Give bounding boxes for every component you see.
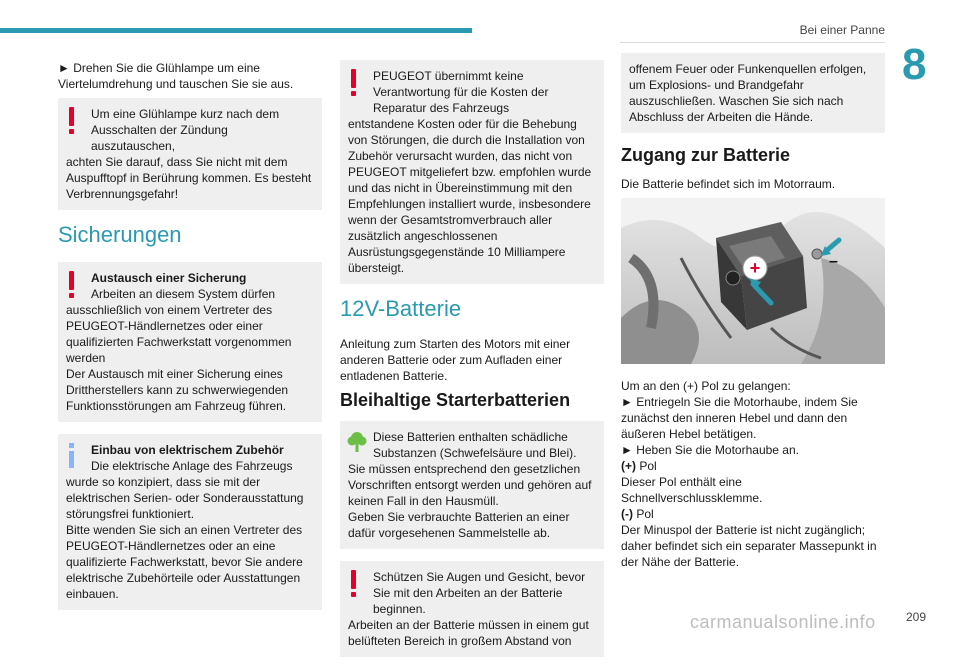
steps-intro: Um an den (+) Pol zu gelangen:	[621, 379, 791, 393]
warning-title: Austausch einer Sicherung	[91, 271, 247, 285]
warning-box-eyes	[340, 561, 604, 657]
plus-pole-text: Dieser Pol enthält eine Schnellverschlussklemme.	[621, 475, 763, 505]
engine-bay-photo	[621, 198, 885, 364]
warning-continuation-text: offenem Feuer oder Funkenquellen erfolgen, um Explosions- und Brandgefahr auszuschließen. Waschen Sie sich nach Abschluss der Arbeiten die Hände.	[629, 62, 867, 124]
exclamation-icon	[68, 107, 76, 126]
warning-text-first: Schützen Sie Augen und Gesicht, bevor Sie mit den Arbeiten an der Batterie beginnen.	[373, 570, 586, 616]
minus-pole-text: Der Minuspol der Batterie ist nicht zugänglich; daher befindet sich ein separater Massepunkt in der Nähe der Batterie.	[621, 523, 877, 569]
header-accent-bar	[0, 28, 472, 33]
info-text-rest-2: Bitte wenden Sie sich an einen Vertreter des PEUGEOT-Händlernetzes oder an eine qualifizierte Fachwerkstatt, bevor Sie andere elektrische Zubehörteile oder Ausstattungen einbauen.	[66, 523, 303, 601]
battery-location: Die Batterie befindet sich im Motorraum.	[621, 177, 836, 191]
warning-continuation-box	[621, 53, 885, 133]
recycle-tree-icon	[346, 430, 368, 454]
heading-fuses: Sicherungen	[58, 222, 182, 247]
warning-text-rest: ausschließlich von einem Vertreter des PEUGEOT-Händlernetzes oder einer qualifizierten Fachwerkstatt vorgenommen werden	[66, 303, 292, 365]
step-2: ► Heben Sie die Motorhaube an.	[621, 443, 799, 457]
plus-pole-heading	[621, 458, 885, 474]
exclamation-icon	[68, 271, 76, 290]
eco-box	[340, 421, 604, 549]
watermark: carmanualsonline.info	[690, 612, 876, 632]
warning-text-first: Arbeiten an diesem System dürfen	[91, 287, 276, 301]
warning-text-rest: achten Sie darauf, dass Sie nicht mit dem Auspufftopf in Berührung kommen. Es besteht Verbrennungsgefahr!	[66, 155, 312, 201]
info-title: Einbau von elektrischem Zubehör	[91, 443, 284, 457]
warning-text-first: Um eine Glühlampe kurz nach dem Ausschalten der Zündung auszutauschen,	[91, 107, 280, 153]
info-text-first: Die elektrische Anlage des Fahrzeugs	[91, 459, 293, 473]
page-number: 209	[905, 610, 926, 624]
warning-box-peugeot	[340, 60, 604, 284]
exclamation-icon	[350, 570, 358, 589]
step-1: ► Entriegeln Sie die Motorhaube, indem Sie zunächst den inneren Hebel und dann den äußeren Hebel betätigen.	[621, 395, 858, 441]
info-box-accessories	[58, 434, 322, 610]
heading-battery-access: Zugang zur Batterie	[621, 145, 791, 165]
minus-pole-heading	[621, 506, 885, 522]
info-icon	[68, 443, 76, 468]
engine-bay-illustration	[621, 198, 885, 364]
warning-text-rest-2: Der Austausch mit einer Sicherung eines Drittherstellers kann zu schwerwiegenden Funktionsstörungen am Fahrzeug führen.	[66, 367, 289, 413]
column-2	[340, 60, 604, 669]
eco-text-rest: Sie müssen entsprechend den gesetzlichen Vorschriften entsorgt werden und gehören auf keinen Fall in den Hausmüll.	[348, 462, 592, 508]
warning-text-rest: Arbeiten an der Batterie müssen in einem gut belüfteten Bereich in großem Abstand von	[348, 618, 589, 648]
column-1	[58, 60, 322, 622]
warning-box-fuse	[58, 262, 322, 422]
exclamation-icon	[350, 69, 358, 88]
minus-pole-word: Pol	[633, 507, 654, 521]
column-3	[621, 53, 885, 576]
photo-plus-label: +	[749, 258, 761, 278]
plus-pole-word: Pol	[636, 459, 657, 473]
chapter-number: 8	[902, 40, 927, 89]
minus-pole-symbol: (-)	[621, 507, 633, 521]
photo-minus-label: –	[829, 253, 838, 270]
heading-lead-batteries: Bleihaltige Starterbatterien	[340, 390, 571, 410]
plus-pole-symbol: (+)	[621, 459, 636, 473]
heading-12v-battery: 12V-Batterie	[340, 296, 462, 321]
battery-intro: Anleitung zum Starten des Motors mit einer anderen Batterie oder zum Aufladen einer entladenen Batterie.	[340, 337, 571, 383]
warning-text-rest: entstandene Kosten oder für die Behebung von Störungen, die durch die Installation von Zubehör verursacht wurden, das nicht von PEUGEOT mitgeliefert bzw. empfohlen wurde und das nicht in Übereinstimmung mit den Empfehlungen installiert wurde, insbesondere wenn der Gesamtstromverbrauch aller zusätzlich angeschlossenen Ausrüstungsgegenstände 10 Milliampere übersteigt.	[348, 117, 592, 275]
eco-text-first: Diese Batterien enthalten schädliche Substanzen (Schwefelsäure und Blei).	[373, 430, 577, 460]
info-text-rest: wurde so konzipiert, dass sie mit der elektrischen Serien- oder Sonderausstattung störungsfrei funktioniert.	[66, 475, 304, 521]
section-title: Bei einer Panne	[799, 23, 885, 37]
warning-text-first: PEUGEOT übernimmt keine Verantwortung für die Kosten der Reparatur des Fahrzeugs	[373, 69, 549, 115]
eco-text-rest-2: Geben Sie verbrauchte Batterien an einer dafür vorgesehenen Sammelstelle ab.	[348, 510, 570, 540]
warning-box-bulb	[58, 98, 322, 210]
header-rule	[620, 42, 885, 43]
bulb-instruction: ► Drehen Sie die Glühlampe um eine Viertelumdrehung und tauschen Sie sie aus.	[58, 61, 294, 91]
